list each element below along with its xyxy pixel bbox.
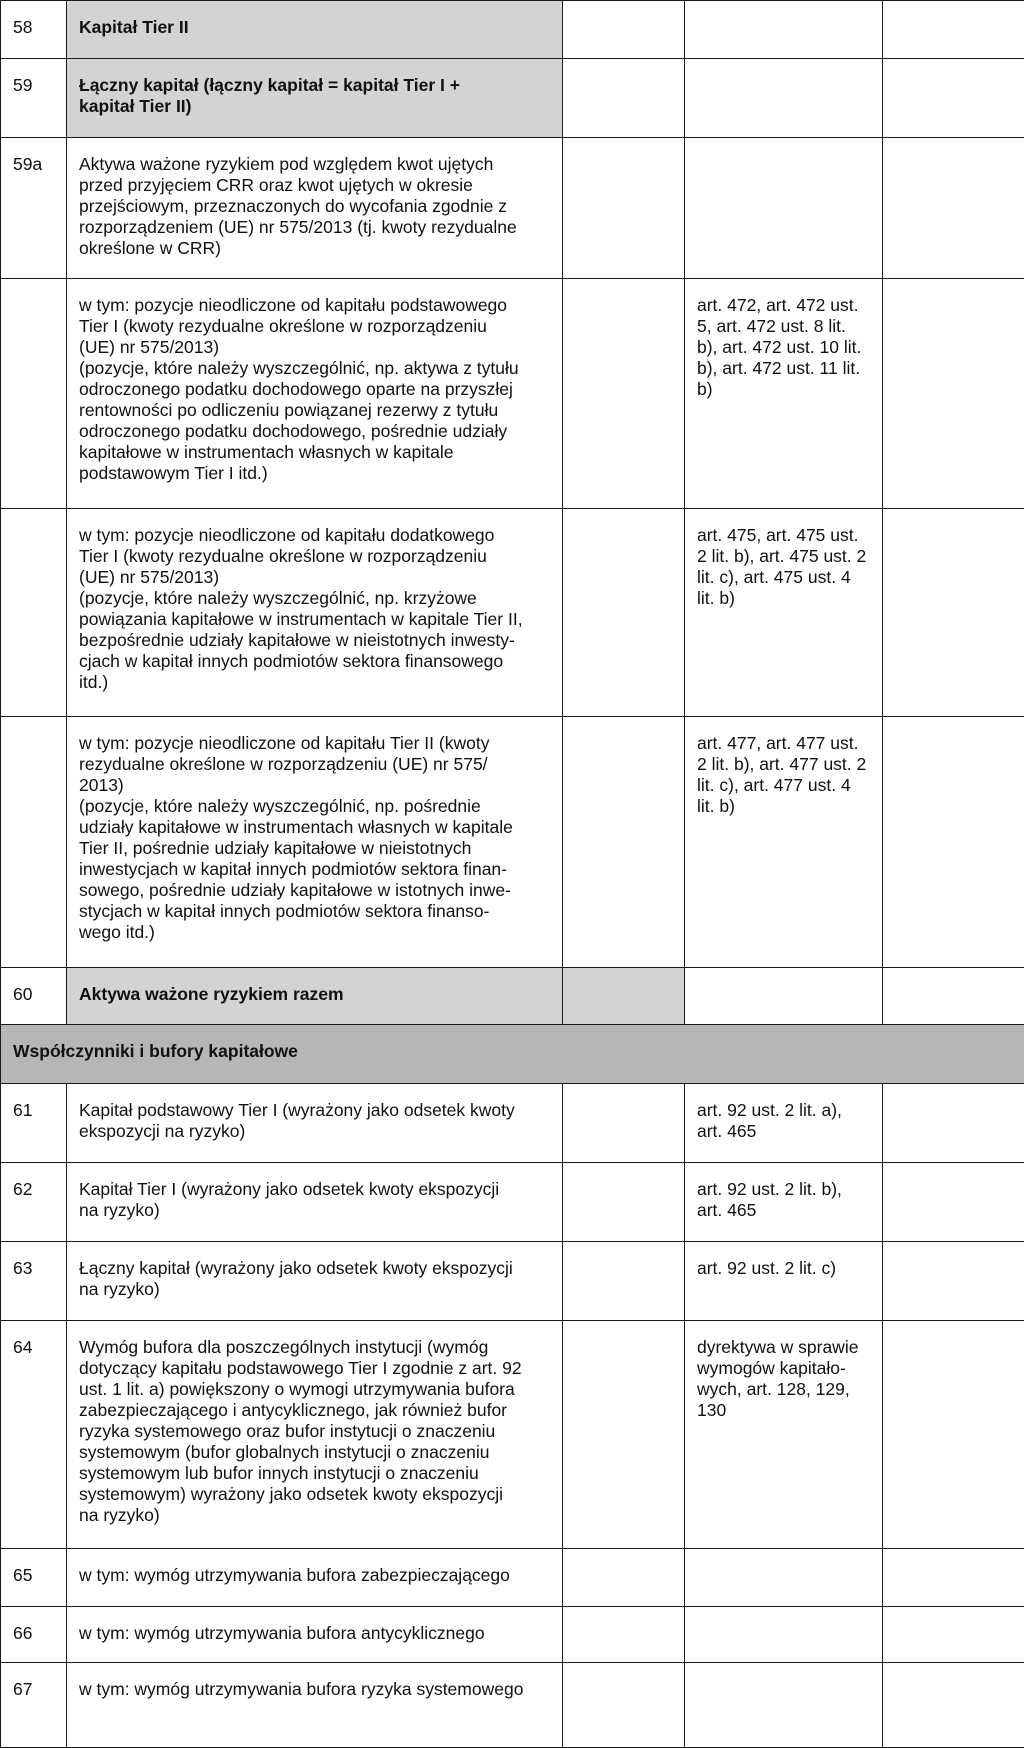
article-reference: art. 92 ust. 2 lit. c)	[685, 1242, 883, 1321]
article-reference	[685, 1607, 883, 1663]
value-cell	[883, 59, 1024, 138]
article-reference: art. 475, art. 475 ust. 2 lit. b), art. 475 ust. 2 lit. c), art. 475 ust. 4 lit. b)	[685, 509, 883, 717]
article-reference: art. 472, art. 472 ust. 5, art. 472 ust. 8 lit. b), art. 472 ust. 10 lit. b), art. 472 ust. 11 lit. b)	[685, 279, 883, 509]
row-number	[1, 509, 67, 717]
value-cell	[883, 968, 1024, 1025]
row-number: 63	[1, 1242, 67, 1321]
row-description: Łączny kapitał (wyrażony jako odsetek kwoty ekspozycji na ryzyko)	[67, 1242, 563, 1321]
table-row	[1, 509, 1024, 717]
value-cell	[563, 1163, 685, 1242]
value-cell	[563, 138, 685, 279]
row-number: 59a	[1, 138, 67, 279]
value-cell	[883, 1663, 1024, 1748]
table-row	[1, 1663, 1024, 1748]
row-description: Łączny kapitał (łączny kapitał = kapitał Tier I + kapitał Tier II)	[67, 59, 563, 138]
table-row	[1, 1084, 1024, 1163]
value-cell	[883, 1, 1024, 59]
value-cell	[883, 509, 1024, 717]
table-row	[1, 59, 1024, 138]
value-cell	[883, 1321, 1024, 1549]
value-cell	[883, 1242, 1024, 1321]
value-cell	[883, 717, 1024, 968]
row-number: 67	[1, 1663, 67, 1748]
row-number: 58	[1, 1, 67, 59]
row-description: w tym: wymóg utrzymywania bufora zabezpieczającego	[67, 1549, 563, 1607]
table-row	[1, 1549, 1024, 1607]
section-header-row	[1, 1025, 1024, 1084]
article-reference: art. 477, art. 477 ust. 2 lit. b), art. 477 ust. 2 lit. c), art. 477 ust. 4 lit. b)	[685, 717, 883, 968]
row-description: w tym: wymóg utrzymywania bufora ryzyka systemowego	[67, 1663, 563, 1748]
table-row	[1, 1321, 1024, 1549]
value-cell	[563, 59, 685, 138]
section-header: Współczynniki i bufory kapitałowe	[1, 1025, 1024, 1084]
row-description: w tym: pozycje nieodliczone od kapitału dodatkowego Tier I (kwoty rezydualne określone w rozporządzeniu (UE) nr 575/2013) (pozycje, które należy wyszczególnić, np. krzyżowe powiązania kapitałowe w instrumentach w kapitale Tier II, bezpośrednie udziały kapitałowe w nieistotnych inwesty- cjach w kapitał innych podmiotów sektora finansowego itd.)	[67, 509, 563, 717]
value-cell	[563, 1, 685, 59]
row-description: Kapitał Tier I (wyrażony jako odsetek kwoty ekspozycji na ryzyko)	[67, 1163, 563, 1242]
article-reference: art. 92 ust. 2 lit. a), art. 465	[685, 1084, 883, 1163]
row-number: 61	[1, 1084, 67, 1163]
value-cell	[563, 1084, 685, 1163]
table-row	[1, 1163, 1024, 1242]
value-cell	[883, 1607, 1024, 1663]
row-description: w tym: wymóg utrzymywania bufora antycyklicznego	[67, 1607, 563, 1663]
value-cell	[563, 717, 685, 968]
row-description: w tym: pozycje nieodliczone od kapitału Tier II (kwoty rezydualne określone w rozporządzeniu (UE) nr 575/ 2013) (pozycje, które należy wyszczególnić, np. pośrednie udziały kapitałowe w instrumentach własnych w kapitale Tier II, pośrednie udziały kapitałowe w nieistotnych inwestycjach w kapitał innych podmiotów sektora finan- sowego, pośrednie udziały kapitałowe w istotnych inwe- stycjach w kapitał innych podmiotów sektora finanso- wego itd.)	[67, 717, 563, 968]
row-number: 65	[1, 1549, 67, 1607]
table-row	[1, 138, 1024, 279]
article-reference	[685, 1663, 883, 1748]
table-row	[1, 717, 1024, 968]
article-reference	[685, 1549, 883, 1607]
table-row	[1, 1, 1024, 59]
row-number: 64	[1, 1321, 67, 1549]
value-cell	[883, 1549, 1024, 1607]
value-cell	[563, 1607, 685, 1663]
value-cell	[883, 279, 1024, 509]
value-cell	[883, 1084, 1024, 1163]
value-cell	[563, 1321, 685, 1549]
value-cell	[563, 968, 685, 1025]
value-cell	[563, 509, 685, 717]
row-number: 59	[1, 59, 67, 138]
value-cell	[563, 1242, 685, 1321]
row-description: Wymóg bufora dla poszczególnych instytucji (wymóg dotyczący kapitału podstawowego Tier I zgodnie z art. 92 ust. 1 lit. a) powiększony o wymogi utrzymywania bufora zabezpieczającego i antycyklicznego, jak również bufor ryzyka systemowego oraz bufor instytucji o znaczeniu systemowym (bufor globalnych instytucji o znaczeniu systemowym lub bufor innych instytucji o znaczeniu systemowym) wyrażony jako odsetek kwoty ekspozycji na ryzyko)	[67, 1321, 563, 1549]
article-reference	[685, 1, 883, 59]
article-reference: dyrektywa w sprawie wymogów kapitało- wych, art. 128, 129, 130	[685, 1321, 883, 1549]
row-number: 62	[1, 1163, 67, 1242]
table-row	[1, 1607, 1024, 1663]
row-description: Aktywa ważone ryzykiem razem	[67, 968, 563, 1025]
article-reference	[685, 968, 883, 1025]
value-cell	[883, 1163, 1024, 1242]
row-number	[1, 717, 67, 968]
article-reference	[685, 59, 883, 138]
table-row	[1, 279, 1024, 509]
row-number	[1, 279, 67, 509]
value-cell	[563, 279, 685, 509]
table-row	[1, 968, 1024, 1025]
row-description: Aktywa ważone ryzykiem pod względem kwot ujętych przed przyjęciem CRR oraz kwot ujętych w okresie przejściowym, przeznaczonych do wycofania zgodnie z rozporządzeniem (UE) nr 575/2013 (tj. kwoty rezydualne określone w CRR)	[67, 138, 563, 279]
article-reference	[685, 138, 883, 279]
value-cell	[563, 1663, 685, 1748]
article-reference: art. 92 ust. 2 lit. b), art. 465	[685, 1163, 883, 1242]
value-cell	[883, 138, 1024, 279]
table-row	[1, 1242, 1024, 1321]
row-number: 60	[1, 968, 67, 1025]
value-cell	[563, 1549, 685, 1607]
row-number: 66	[1, 1607, 67, 1663]
row-description: Kapitał Tier II	[67, 1, 563, 59]
row-description: Kapitał podstawowy Tier I (wyrażony jako odsetek kwoty ekspozycji na ryzyko)	[67, 1084, 563, 1163]
row-description: w tym: pozycje nieodliczone od kapitału podstawowego Tier I (kwoty rezydualne określone w rozporządzeniu (UE) nr 575/2013) (pozycje, które należy wyszczególnić, np. aktywa z tytułu odroczonego podatku dochodowego oparte na przyszłej rentowności po odliczeniu powiązanej rezerwy z tytułu odroczonego podatku dochodowego, pośrednie udziały kapitałowe w instrumentach własnych w kapitale podstawowym Tier I itd.)	[67, 279, 563, 509]
